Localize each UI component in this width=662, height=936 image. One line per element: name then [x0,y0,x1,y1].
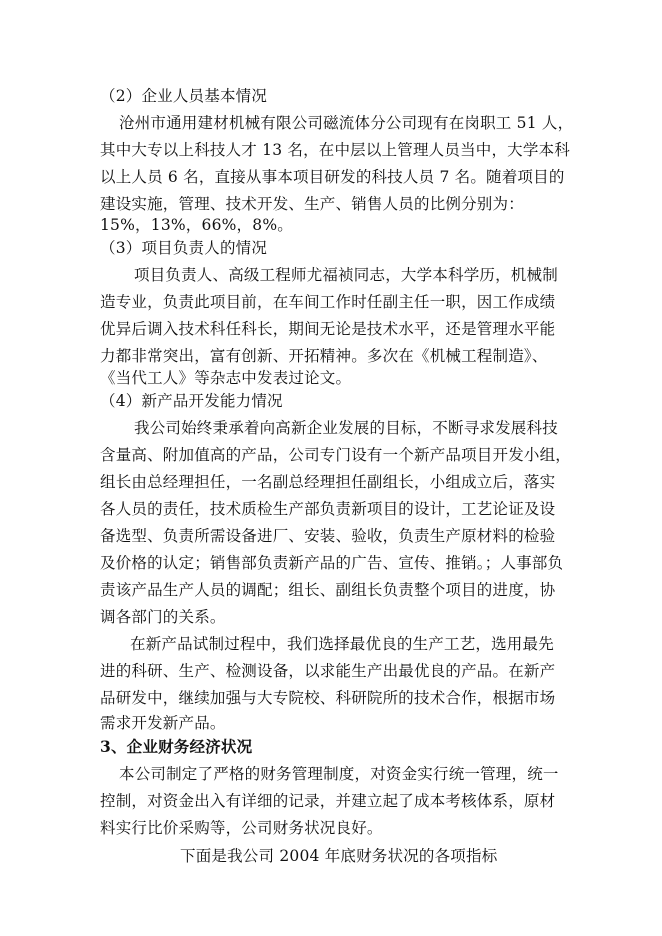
paragraph-line: 其中大专以上科技人才 13 名，在中层以上管理人员当中，大学本科 [100,141,570,159]
paragraph-line: 下面是我公司 2004 年底财务状况的各项指标 [180,847,498,865]
section-heading-finance: 3、企业财务经济状况 [100,737,253,756]
paragraph-line: 各人员的责任，技术质检生产部负责新项目的设计，工艺论证及设 [100,500,556,518]
paragraph-line: 我公司始终秉承着向高新企业发展的目标，不断寻求发展科技 [134,419,558,437]
paragraph-line: 调各部门的关系。 [100,608,226,626]
paragraph-line: 备选型、负责所需设备进厂、安装、验收，负责生产原材料的检验 [100,527,556,545]
paragraph-line: 15%，13%，66%，8%。 [100,216,293,234]
paragraph-line: 项目负责人、高级工程师尤福祯同志，大学本科学历，机械制 [134,266,558,284]
paragraph-line: 力都非常突出，富有创新、开拓精神。多次在《机械工程制造》、 [100,347,548,365]
paragraph-line: 责该产品生产人员的调配；组长、副组长负责整个项目的进度，协 [100,581,556,599]
section-heading-project-leader: （3）项目负责人的情况 [100,239,268,257]
paragraph-line: 料实行比价采购等，公司财务状况良好。 [100,819,383,837]
paragraph-line: 含量高、附加值高的产品，公司专门设有一个新产品项目开发小组， [100,446,572,464]
paragraph-line: 造专业，负责此项目前，在车间工作时任副主任一职，因工作成绩 [100,293,556,311]
paragraph-line: 本公司制定了严格的财务管理制度，对资金实行统一管理，统一 [119,765,559,783]
paragraph-line: 《当代工人》等杂志中发表过论文。 [100,369,352,387]
section-heading-new-product: （4）新产品开发能力情况 [100,392,283,410]
paragraph-line: 优异后调入技术科任科长，期间无论是技术水平，还是管理水平能 [100,320,556,338]
paragraph-line: 沧州市通用建材机械有限公司磁流体分公司现有在岗职工 51 人， [119,114,574,132]
paragraph-line: 需求开发新产品。 [100,714,226,732]
paragraph-line: 以上人员 6 名，直接从事本项目研发的科技人员 7 名。随着项目的 [100,168,565,186]
paragraph-line: 组长由总经理担任，一名副总经理担任副组长，小组成立后，落实 [100,473,556,491]
paragraph-line: 品研发中，继续加强与大专院校、科研院所的技术合作，根据市场 [100,689,556,707]
paragraph-line: 进的科研、生产、检测设备，以求能生产出最优良的产品。在新产 [100,662,556,680]
paragraph-line: 控制，对资金出入有详细的记录，并建立起了成本考核体系，原材 [100,792,556,810]
section-heading-personnel: （2）企业人员基本情况 [100,87,268,105]
paragraph-line: 在新产品试制过程中，我们选择最优良的生产工艺，选用最先 [130,635,554,653]
paragraph-line: 建设实施，管理、技术开发、生产、销售人员的比例分别为： [100,195,524,213]
paragraph-line: 及价格的认定；销售部负责新产品的广告、宣传、推销。；人事部负 [100,554,564,572]
